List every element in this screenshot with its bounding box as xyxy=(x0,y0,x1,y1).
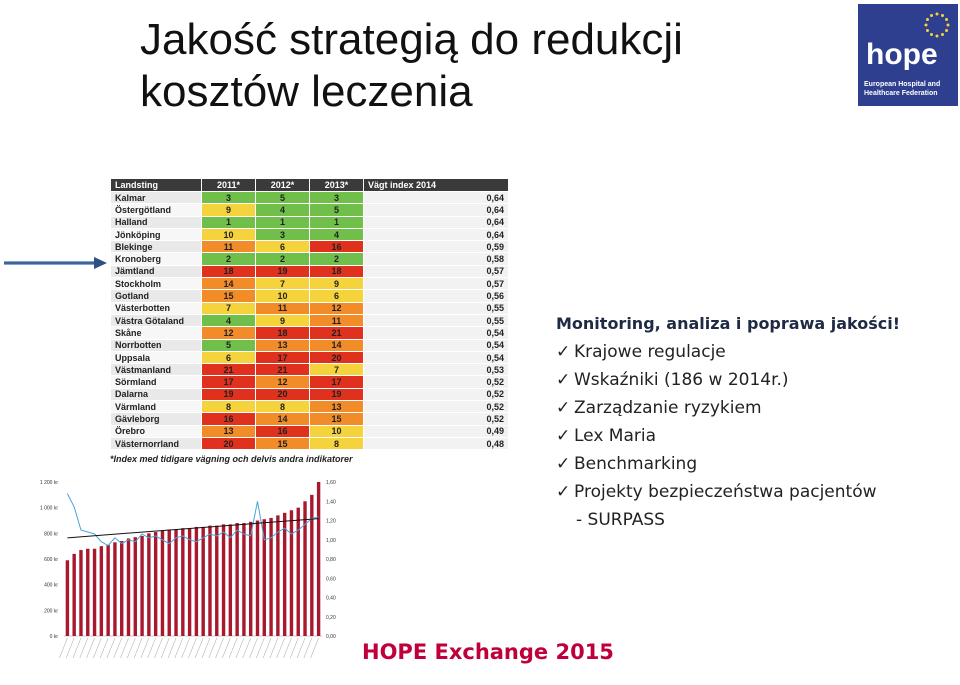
check-icon: ✓ xyxy=(556,426,571,446)
index-cell: 0,52 xyxy=(364,401,509,413)
checklist-item xyxy=(556,338,956,366)
rank-cell: 17 xyxy=(202,376,256,388)
rank-cell: 6 xyxy=(310,290,364,302)
chart-bar xyxy=(147,533,150,636)
chart-bar xyxy=(215,526,218,636)
rank-cell: 12 xyxy=(256,376,310,388)
ranking-table xyxy=(110,178,509,450)
table-row xyxy=(111,192,509,204)
chart-bar xyxy=(283,513,286,636)
rank-cell: 20 xyxy=(310,351,364,363)
eu-star xyxy=(925,24,928,27)
content-block xyxy=(556,310,956,534)
index-cell: 0,52 xyxy=(364,413,509,425)
chart-bar xyxy=(249,522,252,636)
region-name: Kalmar xyxy=(111,192,202,204)
rank-cell: 4 xyxy=(202,314,256,326)
rank-cell: 10 xyxy=(256,290,310,302)
table-header-0: Landsting xyxy=(111,179,202,192)
chart-bar xyxy=(93,549,96,636)
table-row xyxy=(111,364,509,376)
table-header-3: 2013* xyxy=(310,179,364,192)
table-row xyxy=(111,314,509,326)
chart-bar xyxy=(100,546,103,636)
rank-cell: 13 xyxy=(256,339,310,351)
category-label-mark xyxy=(297,638,305,658)
rank-cell: 1 xyxy=(310,216,364,228)
ranking-header-row xyxy=(111,179,509,192)
checklist-item xyxy=(556,422,956,450)
check-icon: ✓ xyxy=(556,342,571,362)
category-label-mark xyxy=(141,638,149,658)
rank-cell: 19 xyxy=(202,388,256,400)
chart-bar xyxy=(235,523,238,636)
rank-cell: 16 xyxy=(202,413,256,425)
index-cell: 0,58 xyxy=(364,253,509,265)
category-label-mark xyxy=(59,638,67,658)
rank-cell: 2 xyxy=(202,253,256,265)
logo-word: hope xyxy=(866,38,938,71)
category-label-mark xyxy=(87,638,95,658)
category-label-mark xyxy=(256,638,264,658)
category-label-mark xyxy=(148,638,156,658)
category-label-mark xyxy=(270,638,278,658)
checklist-item-label: Wskaźniki (186 w 2014r.) xyxy=(574,370,789,390)
rank-cell: 13 xyxy=(202,425,256,437)
checklist-item-label: Krajowe regulacje xyxy=(574,342,726,362)
left-axis-tick: 1 000 kr xyxy=(39,505,58,512)
checklist-item xyxy=(556,366,956,394)
rank-cell: 8 xyxy=(310,437,364,449)
left-axis-tick: 800 kr xyxy=(44,531,58,538)
rank-cell: 16 xyxy=(256,425,310,437)
eu-star xyxy=(930,33,933,36)
region-name: Blekinge xyxy=(111,241,202,253)
category-label-mark xyxy=(114,638,122,658)
region-name: Gotland xyxy=(111,290,202,302)
cost-chart xyxy=(30,470,350,680)
category-label-mark xyxy=(168,638,176,658)
eu-stars-icon xyxy=(922,10,952,40)
table-row xyxy=(111,437,509,449)
index-cell: 0,52 xyxy=(364,376,509,388)
category-label-mark xyxy=(66,638,74,658)
chart-bar xyxy=(174,529,177,636)
rank-cell: 15 xyxy=(256,437,310,449)
region-name: Uppsala xyxy=(111,351,202,363)
rank-cell: 15 xyxy=(310,413,364,425)
trend-line xyxy=(67,519,318,538)
category-label-mark xyxy=(80,638,88,658)
table-row xyxy=(111,302,509,314)
rank-cell: 14 xyxy=(256,413,310,425)
checklist-continuation: - SURPASS xyxy=(576,510,665,530)
right-axis-tick: 0,40 xyxy=(326,595,336,602)
chart-bar xyxy=(297,508,300,636)
rank-cell: 20 xyxy=(202,437,256,449)
region-name: Värmland xyxy=(111,401,202,413)
rank-cell: 14 xyxy=(202,278,256,290)
chart-bar xyxy=(188,528,191,636)
content-heading: Monitoring, analiza i poprawa jakości! xyxy=(556,314,900,333)
category-label-mark xyxy=(277,638,285,658)
chart-bar xyxy=(161,531,164,636)
category-label-mark xyxy=(100,638,108,658)
hope-logo xyxy=(858,4,958,106)
chart-bar xyxy=(86,549,89,636)
category-label-mark xyxy=(127,638,135,658)
index-cell: 0,53 xyxy=(364,364,509,376)
checklist-item-label: Projekty bezpieczeństwa pacjentów xyxy=(574,482,877,502)
chart-bar xyxy=(317,482,320,636)
rank-cell: 18 xyxy=(256,327,310,339)
logo-subtitle-line-2: Healthcare Federation xyxy=(864,90,938,97)
category-label-mark xyxy=(283,638,291,658)
right-axis-tick: 0,80 xyxy=(326,557,336,563)
rank-cell: 9 xyxy=(202,204,256,216)
check-icon: ✓ xyxy=(556,370,571,390)
chart-bar xyxy=(208,526,211,636)
category-label-mark xyxy=(236,638,244,658)
table-footnote: *Index med tidigare vägning och delvis andra indikatorer xyxy=(110,454,353,464)
category-label-mark xyxy=(209,638,217,658)
table-row xyxy=(111,376,509,388)
right-axis-tick: 1,00 xyxy=(326,537,336,544)
chart-bar xyxy=(290,510,293,636)
rank-cell: 9 xyxy=(256,314,310,326)
category-label-mark xyxy=(134,638,142,658)
table-row xyxy=(111,425,509,437)
pointer-arrow-icon xyxy=(4,256,108,270)
index-cell: 0,64 xyxy=(364,216,509,228)
check-icon: ✓ xyxy=(556,398,571,418)
category-label-mark xyxy=(202,638,210,658)
rank-cell: 21 xyxy=(256,364,310,376)
category-label-mark xyxy=(182,638,190,658)
right-axis-tick: 1,60 xyxy=(326,480,336,486)
slide-footer: HOPE Exchange 2015 xyxy=(362,640,614,664)
rank-cell: 16 xyxy=(310,241,364,253)
table-header-1: 2011* xyxy=(202,179,256,192)
rank-cell: 3 xyxy=(310,192,364,204)
category-label-mark xyxy=(195,638,203,658)
left-axis-tick: 0 kr xyxy=(49,634,58,640)
table-row xyxy=(111,388,509,400)
region-name: Jämtland xyxy=(111,265,202,277)
rank-cell: 17 xyxy=(256,351,310,363)
rank-cell: 21 xyxy=(202,364,256,376)
rank-cell: 8 xyxy=(256,401,310,413)
rank-cell: 1 xyxy=(256,216,310,228)
logo-subtitle xyxy=(864,80,956,98)
category-label-mark xyxy=(229,638,237,658)
index-cell: 0,56 xyxy=(364,290,509,302)
chart-bar xyxy=(140,536,143,636)
chart-bar xyxy=(127,538,130,636)
right-axis-tick: 1,20 xyxy=(326,518,336,525)
table-row xyxy=(111,241,509,253)
rank-cell: 9 xyxy=(310,278,364,290)
index-cell: 0,57 xyxy=(364,265,509,277)
chart-bar xyxy=(310,495,313,636)
rank-cell: 12 xyxy=(202,327,256,339)
index-cell: 0,64 xyxy=(364,228,509,240)
right-axis-tick: 0,60 xyxy=(326,576,336,583)
index-cell: 0,54 xyxy=(364,327,509,339)
region-name: Halland xyxy=(111,216,202,228)
table-header-4: Vägt index 2014 xyxy=(364,179,509,192)
table-row xyxy=(111,351,509,363)
category-label-mark xyxy=(222,638,230,658)
chart-bar xyxy=(113,542,116,636)
left-axis-tick: 400 kr xyxy=(44,582,58,589)
chart-bar xyxy=(66,560,69,636)
region-name: Västernorrland xyxy=(111,437,202,449)
title-line-2: kosztów leczenia xyxy=(140,67,473,116)
index-cell: 0,64 xyxy=(364,192,509,204)
region-name: Jönköping xyxy=(111,228,202,240)
chart-bar xyxy=(72,554,75,636)
index-cell: 0,49 xyxy=(364,425,509,437)
rank-cell: 12 xyxy=(310,302,364,314)
rank-cell: 11 xyxy=(256,302,310,314)
checklist xyxy=(556,338,956,506)
eu-star xyxy=(945,29,948,32)
region-name: Sörmland xyxy=(111,376,202,388)
rank-cell: 3 xyxy=(256,228,310,240)
eu-star xyxy=(926,29,929,32)
chart-bar xyxy=(303,501,306,636)
chart-bar xyxy=(106,545,109,636)
category-label-mark xyxy=(121,638,129,658)
eu-star xyxy=(947,24,950,27)
table-row xyxy=(111,413,509,425)
table-row xyxy=(111,253,509,265)
category-label-mark xyxy=(154,638,162,658)
check-icon: ✓ xyxy=(556,454,571,474)
chart-bar xyxy=(229,524,232,636)
rank-cell: 14 xyxy=(310,339,364,351)
rank-cell: 5 xyxy=(202,339,256,351)
checklist-item-label: Lex Maria xyxy=(574,426,657,446)
index-cell: 0,54 xyxy=(364,351,509,363)
chart-bar xyxy=(134,537,137,636)
eu-star xyxy=(926,18,929,21)
right-axis-tick: 0,20 xyxy=(326,614,336,621)
table-row xyxy=(111,290,509,302)
rank-cell: 3 xyxy=(202,192,256,204)
rank-cell: 2 xyxy=(310,253,364,265)
checklist-item-label: Zarządzanie ryzykiem xyxy=(574,398,762,418)
table-row xyxy=(111,216,509,228)
category-label-mark xyxy=(188,638,196,658)
index-cell: 0,48 xyxy=(364,437,509,449)
rank-cell: 19 xyxy=(256,265,310,277)
chart-bar xyxy=(181,528,184,636)
region-name: Gävleborg xyxy=(111,413,202,425)
table-header-2: 2012* xyxy=(256,179,310,192)
table-row xyxy=(111,339,509,351)
eu-star xyxy=(941,33,944,36)
rank-cell: 7 xyxy=(256,278,310,290)
index-cell: 0,64 xyxy=(364,204,509,216)
chart-bar xyxy=(242,523,245,636)
rank-cell: 10 xyxy=(310,425,364,437)
index-cell: 0,55 xyxy=(364,314,509,326)
eu-star xyxy=(930,14,933,17)
checklist-item xyxy=(556,478,956,506)
rank-cell: 13 xyxy=(310,401,364,413)
category-label-mark xyxy=(250,638,258,658)
category-label-mark xyxy=(93,638,101,658)
rank-cell: 11 xyxy=(310,314,364,326)
category-label-mark xyxy=(243,638,251,658)
region-name: Östergötland xyxy=(111,204,202,216)
category-label-mark xyxy=(175,638,183,658)
chart-bar xyxy=(154,532,157,636)
index-cell: 0,55 xyxy=(364,302,509,314)
eu-star xyxy=(936,13,939,16)
category-label-mark xyxy=(107,638,115,658)
chart-bar xyxy=(79,550,82,636)
logo-subtitle-line-1: European Hospital and xyxy=(864,81,941,88)
region-name: Västra Götaland xyxy=(111,314,202,326)
rank-cell: 11 xyxy=(202,241,256,253)
category-label-mark xyxy=(290,638,298,658)
eu-star xyxy=(941,14,944,17)
chart-bar xyxy=(263,519,266,636)
region-name: Dalarna xyxy=(111,388,202,400)
rank-cell: 4 xyxy=(256,204,310,216)
table-row xyxy=(111,327,509,339)
index-cell: 0,57 xyxy=(364,278,509,290)
chart-bar xyxy=(269,518,272,636)
right-axis-tick: 0,00 xyxy=(326,634,336,640)
title-line-1: Jakość strategią do redukcji xyxy=(140,15,683,64)
left-axis-tick: 200 kr xyxy=(44,608,58,615)
ranking-table-body xyxy=(111,192,509,450)
index-cell: 0,59 xyxy=(364,241,509,253)
right-axis-tick: 1,40 xyxy=(326,499,336,506)
rank-cell: 8 xyxy=(202,401,256,413)
rank-cell: 6 xyxy=(256,241,310,253)
checklist-item-label: Benchmarking xyxy=(574,454,698,474)
eu-star xyxy=(945,18,948,21)
rank-cell: 20 xyxy=(256,388,310,400)
rank-cell: 19 xyxy=(310,388,364,400)
table-row xyxy=(111,278,509,290)
rank-cell: 2 xyxy=(256,253,310,265)
region-name: Stockholm xyxy=(111,278,202,290)
table-row xyxy=(111,228,509,240)
category-label-mark xyxy=(311,638,319,658)
region-name: Kronoberg xyxy=(111,253,202,265)
rank-cell: 4 xyxy=(310,228,364,240)
rank-cell: 15 xyxy=(202,290,256,302)
chart-bar xyxy=(222,524,225,636)
left-axis-tick: 1 200 kr xyxy=(39,480,58,486)
table-row xyxy=(111,401,509,413)
checklist-item xyxy=(556,450,956,478)
checklist-item xyxy=(556,394,956,422)
region-name: Skåne xyxy=(111,327,202,339)
chart-bar xyxy=(195,527,198,636)
rank-cell: 6 xyxy=(202,351,256,363)
rank-cell: 18 xyxy=(202,265,256,277)
category-label-mark xyxy=(161,638,169,658)
chart-bar xyxy=(168,529,171,636)
chart-bar xyxy=(256,521,259,637)
rank-cell: 7 xyxy=(310,364,364,376)
rank-cell: 17 xyxy=(310,376,364,388)
category-label-mark xyxy=(304,638,312,658)
rank-cell: 1 xyxy=(202,216,256,228)
ratio-line xyxy=(67,494,318,546)
region-name: Västerbotten xyxy=(111,302,202,314)
check-icon: ✓ xyxy=(556,482,571,502)
rank-cell: 5 xyxy=(256,192,310,204)
rank-cell: 10 xyxy=(202,228,256,240)
region-name: Örebro xyxy=(111,425,202,437)
rank-cell: 5 xyxy=(310,204,364,216)
category-label-mark xyxy=(73,638,81,658)
chart-bar xyxy=(201,527,204,636)
region-name: Västmanland xyxy=(111,364,202,376)
chart-bar xyxy=(120,541,123,636)
index-cell: 0,54 xyxy=(364,339,509,351)
left-axis-tick: 600 kr xyxy=(44,557,58,563)
rank-cell: 21 xyxy=(310,327,364,339)
category-label-mark xyxy=(263,638,271,658)
index-cell: 0,52 xyxy=(364,388,509,400)
table-row xyxy=(111,204,509,216)
rank-cell: 18 xyxy=(310,265,364,277)
region-name: Norrbotten xyxy=(111,339,202,351)
category-label-mark xyxy=(216,638,224,658)
slide-title xyxy=(140,14,840,118)
rank-cell: 7 xyxy=(202,302,256,314)
table-row xyxy=(111,265,509,277)
